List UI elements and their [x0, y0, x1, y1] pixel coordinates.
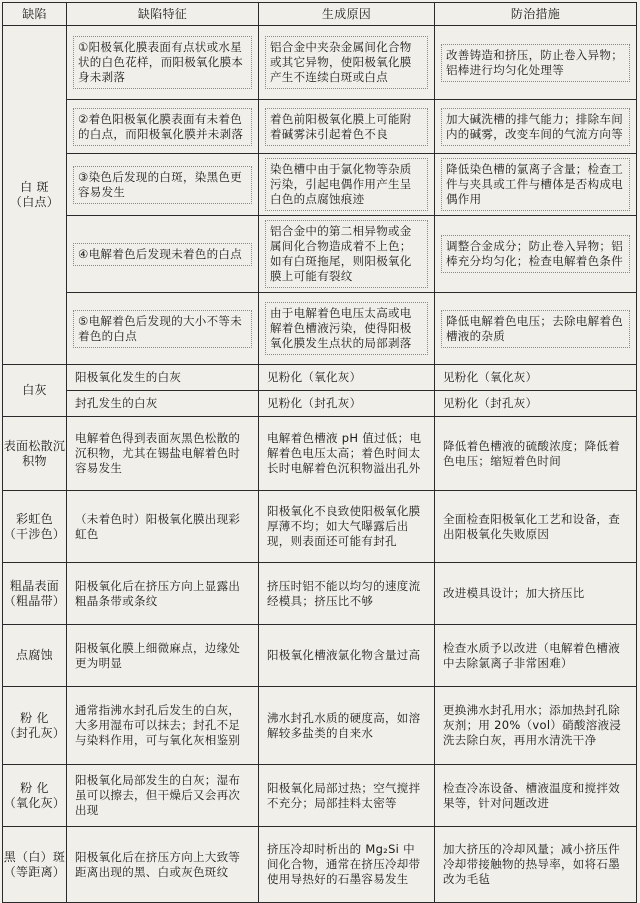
cause-cell: 染色槽中由于氯化物等杂质污染，引起电偶作用产生呈白色的点腐蚀痕迹: [265, 158, 428, 211]
table-row: [3, 100, 637, 154]
measure-cell: 降低染色槽的氯离子含量；检查工件与夹具或工件与槽体是否构成电偶作用: [441, 158, 630, 211]
table-row: [3, 491, 637, 563]
header-defect: 缺陷: [3, 3, 67, 26]
table-row: [3, 687, 637, 765]
measure-cell: 见粉化（封孔灰）: [443, 396, 538, 410]
cause-cell: 见粉化（封孔灰）: [267, 396, 362, 410]
cause-cell: 见粉化（氧化灰）: [267, 370, 362, 384]
measure-cell: 改进模具设计；加大挤压比: [443, 586, 585, 600]
feature-cell: ②着色阳极氧化膜表面有未着色的白点，而阳极氧化膜并未剥落: [73, 108, 252, 146]
cause-cell: 电解着色槽液 pH 值过低；电解着色电压太高；着色时间太长时电解着色沉积物溢出孔外: [267, 431, 422, 475]
cause-cell: 阳极氧化不良致使阳极氧化膜厚薄不均；如大气曝露后出现，则表面还可能有封孔: [267, 504, 421, 548]
category-label: 白 斑 （白点）: [9, 180, 60, 209]
measure-cell: 更换沸水封孔用水；添加热封孔除灰剂；用 20%（vol）硝酸溶液浸洗去除白灰，再用水清洗干净: [443, 703, 622, 747]
measure-cell: 加大挤压的冷却风量；减小挤压件冷却带接触物的热导率，如将石墨改为毛毡: [443, 842, 620, 886]
cause-cell: 挤压时铝不能以均匀的速度流经模具；挤压比不够: [267, 578, 421, 608]
category-cell: [3, 765, 67, 827]
cause-cell: 阳极氧化局部过热；空气搅拌不充分；局部挂料太密等: [267, 780, 421, 810]
measure-cell: 加大碱洗槽的排气能力；排除车间内的碱雾，改变车间的气流方向等: [441, 108, 630, 146]
feature-cell: 阳极氧化后在挤压方向上大致等距离出现的黑、白或灰色斑纹: [75, 849, 241, 879]
category-cell: 表面松散沉积物: [3, 417, 67, 491]
cause-cell: 挤压冷却时析出的 Mg₂Si 中间化合物，通常在挤压冷却带使用导热好的石墨容易发生: [267, 842, 421, 886]
cause-cell: 沸水封孔水质的硬度高，如溶解较多盐类的自来水: [267, 710, 421, 740]
cause-cell: 阳极氧化槽液氯化物含量过高: [267, 648, 421, 662]
category-label: 彩虹色 （干涉色）: [3, 511, 66, 541]
table-row: [3, 417, 637, 491]
feature-cell: ①阳极氧化膜表面有点状或水星状的白色花样，而阳极氧化膜本身未剥落: [73, 36, 252, 89]
table-row: [3, 765, 637, 827]
feature-cell: （未着色时）阳极氧化膜出现彩虹色: [75, 511, 241, 541]
table-row: [3, 293, 637, 365]
feature-cell: ③染色后发现的白斑，染黑色更容易发生: [73, 166, 252, 204]
category-cell: [3, 491, 67, 563]
cause-cell: 着色前阳极氧化膜上可能附着碱雾沫引起着色不良: [265, 108, 428, 146]
category-label: 粉 化 （封孔灰）: [3, 710, 66, 740]
header-measure: 防治措施: [435, 3, 637, 26]
category-cell: 黑（白）斑（等距离）: [3, 827, 67, 903]
cause-cell: 铝合金中的第二相异物或金属间化合物造成着不上色；如有白斑拖尾，则阳极氧化膜上可能有裂纹: [265, 220, 428, 288]
feature-cell: 通常指沸水封孔后发生的白灰，大多用湿布可以抹去；封孔不足与染料作用，可与氧化灰相鉴别: [75, 703, 241, 747]
table-row: [3, 216, 637, 293]
feature-cell: 阳极氧化局部发生的白灰；湿布虽可以擦去，但干燥后又会再次出现: [75, 773, 241, 817]
measure-cell: 改善铸造和挤压，防止卷入异物；铝棒进行均匀化处理等: [441, 44, 630, 82]
table-row: [3, 563, 637, 625]
category-cell: 粗晶表面（粗晶带）: [3, 563, 67, 625]
category-white-gray: 白灰: [3, 365, 67, 417]
measure-cell: 降低着色槽液的硫酸浓度；降低着色电压；缩短着色时间: [443, 438, 620, 468]
measure-cell: 检查冷冻设备、槽液温度和搅拌效果等，针对问题改进: [443, 780, 620, 810]
measure-cell: 降低电解着色电压；去除电解着色槽液的杂质: [441, 310, 630, 348]
measure-cell: 检查水质予以改进（电解着色槽液中去除氯离子非常困难）: [443, 640, 620, 670]
category-cell: [3, 687, 67, 765]
measure-cell: 见粉化（氧化灰）: [443, 370, 538, 384]
feature-cell: ④电解着色后发现未着色的白点: [73, 243, 252, 266]
measure-cell: 全面检查阳极氧化工艺和设备，查出阳极氧化失败原因: [443, 511, 620, 541]
table-row: [3, 154, 637, 216]
table-row: [3, 391, 637, 417]
header-feature: 缺陷特征: [67, 3, 259, 26]
feature-cell: ⑤电解着色后发现的大小不等未着色的白点: [73, 310, 252, 348]
measure-cell: 调整合金成分；防止卷入异物；铝棒充分均匀化；检查电解着色条件: [441, 235, 630, 273]
feature-cell: 阳极氧化后在挤压方向上显露出粗晶条带或条纹: [75, 578, 241, 608]
table-row: [3, 625, 637, 687]
table-row: [3, 827, 637, 903]
cause-cell: 铝合金中夹杂金属间化合物或其它异物，使阳极氧化膜产生不连续白斑或白点: [265, 36, 428, 89]
category-cell: 点腐蚀: [3, 625, 67, 687]
feature-cell: 电解着色得到表面灰黑色松散的沉积物，尤其在锡盐电解着色时容易发生: [75, 431, 241, 475]
header-cause: 生成原因: [259, 3, 435, 26]
feature-cell: 阳极氧化膜上细微麻点，边缘处更为明显: [75, 640, 241, 670]
feature-cell: 阳极氧化发生的白灰: [75, 370, 182, 384]
defect-table: [2, 2, 637, 903]
table-header-row: [3, 3, 637, 26]
table-row: [3, 26, 637, 100]
feature-cell: 封孔发生的白灰: [75, 396, 158, 410]
table-row: [3, 365, 637, 391]
category-white-spot: [3, 26, 67, 365]
cause-cell: 由于电解着色电压太高或电解着色槽液污染，使得阳极氧化膜发生点状的局部剥落: [265, 302, 428, 355]
category-label: 粉 化 （氧化灰）: [3, 780, 66, 810]
